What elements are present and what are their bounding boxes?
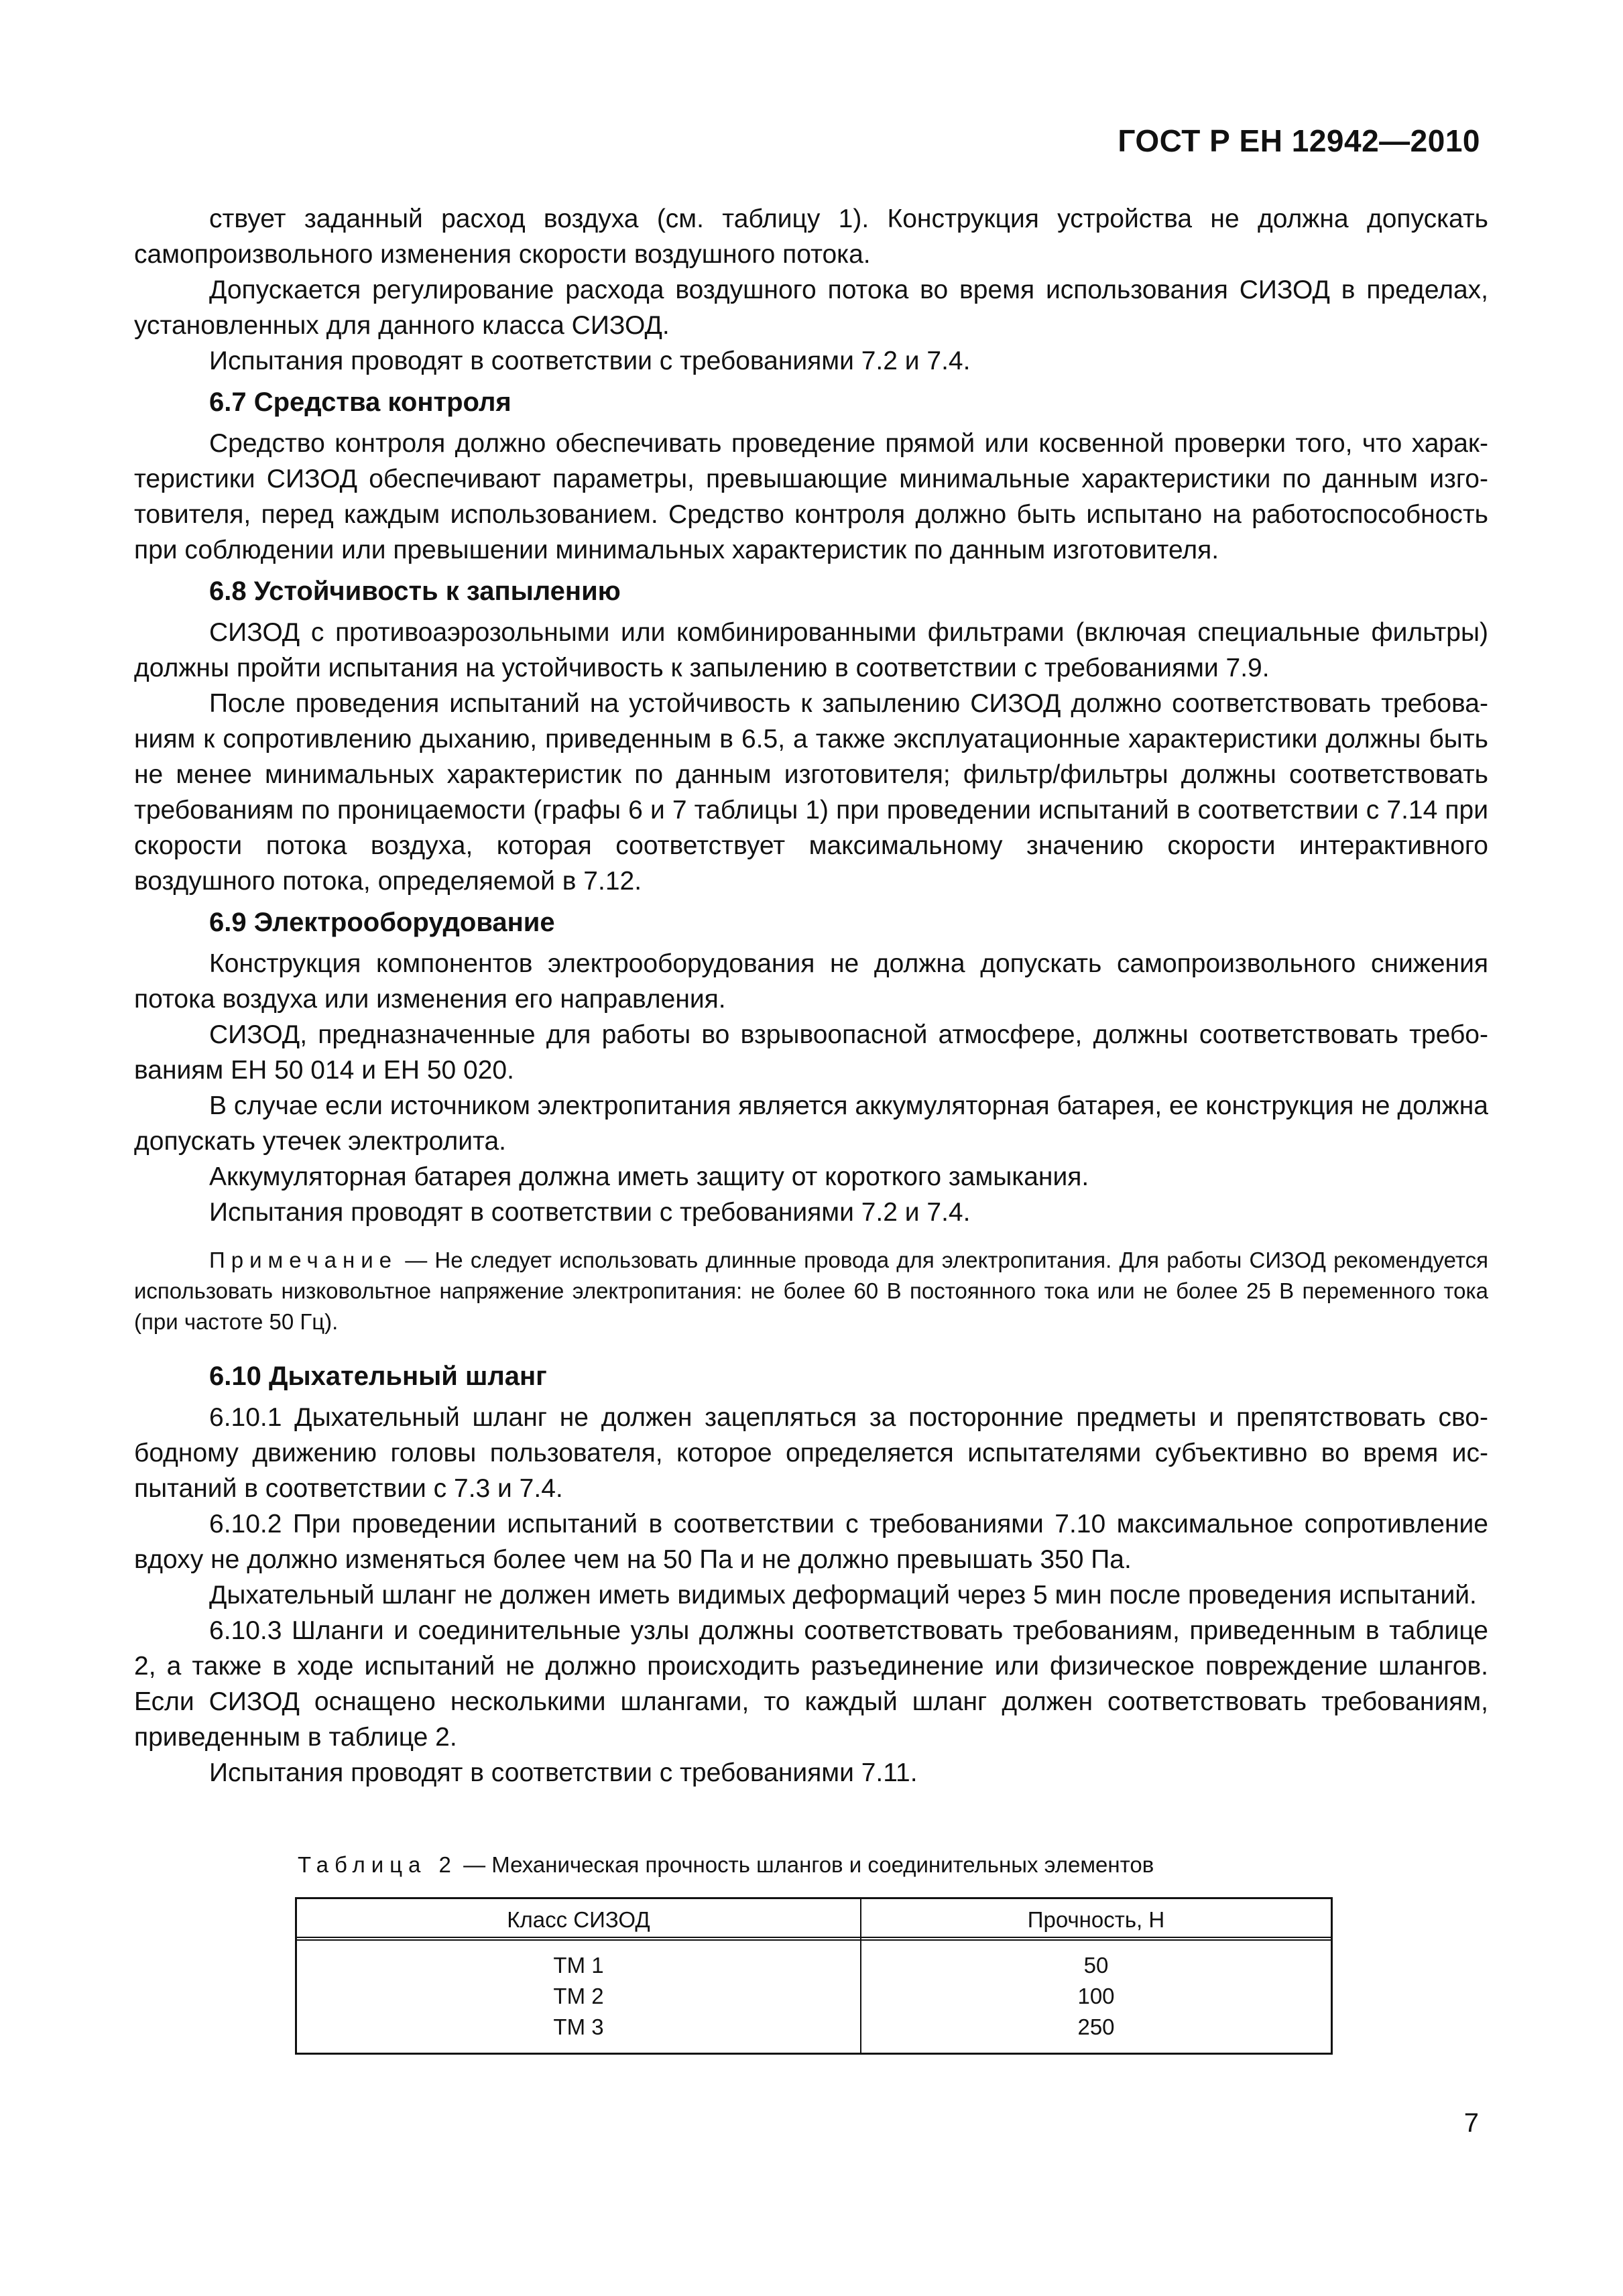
- paragraph: Испытания проводят в соответствии с требованиями 7.11.: [209, 1758, 918, 1787]
- table-row: [297, 2014, 1331, 2045]
- note-text: — Не следует использовать длинные провода для электропитания. Для работы СИЗОД рекомендуется использовать низковольтное напряжение электропитания: не более 60 В постоянного тока или не более 25 В переменного тока (при частоте 50 Гц).: [134, 1248, 1488, 1334]
- table-row: [297, 1953, 1331, 1984]
- strength-table: [295, 1897, 1333, 2055]
- page-number: 7: [1463, 2108, 1479, 2138]
- paragraph: Конструкция компонентов электрооборудования не должна допускать самопроизвольного снижения потока воздуха или изменения его направления.: [134, 949, 1488, 1014]
- paragraph: Допускается регулирование расхода воздушного потока во время использования СИЗОД в пределах, установленных для данного класса СИЗОД.: [134, 276, 1488, 340]
- paragraph: Испытания проводят в соответствии с требованиями 7.2 и 7.4.: [209, 347, 971, 375]
- section-heading-6-8: 6.8 Устойчивость к запылению: [209, 577, 621, 606]
- paragraph: 6.10.1 Дыхательный шланг не должен зацепляться за посторонние предметы и препятствовать свободному движению головы пользователя, которое определяется испытателями субъективно во время испытаний в соответствии с 7.3 и 7.4.: [134, 1403, 1488, 1503]
- paragraph: 6.10.2 При проведении испытаний в соответствии с требованиями 7.10 максимальное сопротивление вдоху не должно изменяться более чем на 50 Па и не должно превышать 350 Па.: [134, 1510, 1488, 1574]
- paragraph: 6.10.3 Шланги и соединительные узлы должны соответствовать требованиям, приведенным в таблице 2, а также в ходе испытаний не должно происходить разъединение или физическое повреждение шлангов. Если СИЗОД оснащено несколькими шлангами, то каждый шланг должен соответствовать требованиям, приведенным в таблице 2.: [134, 1616, 1488, 1752]
- paragraph: В случае если источником электропитания является аккумуляторная батарея, ее конструкция не должна допускать утечек электролита.: [134, 1091, 1488, 1156]
- table-header-strength: Прочность, Н: [1027, 1907, 1165, 1932]
- table-caption-text: — Механическая прочность шлангов и соединительных элементов: [457, 1852, 1154, 1877]
- table-caption-label: Таблица 2: [298, 1852, 457, 1877]
- table-cell-strength: 50: [1083, 1953, 1109, 1978]
- standard-code-header: ГОСТ Р ЕН 12942—2010: [1118, 123, 1480, 158]
- paragraph: После проведения испытаний на устойчивость к запылению СИЗОД должно соответствовать требованиям к сопротивлению дыханию, приведенным в 6.5, а также эксплуатационные характеристики должны быть не менее минимальных характеристик по данным изготовителя; фильтр/фильтры должны соответствовать требованиям по проницаемости (графы 6 и 7 таблицы 1) при проведении испытаний в соответствии с 7.14 при скорости потока воздуха, которая соответствует максимальному значению скорости интерактивного воздушного потока, определяемой в 7.12.: [134, 689, 1488, 896]
- section-heading-6-10: 6.10 Дыхательный шланг: [209, 1362, 547, 1391]
- section-heading-6-7: 6.7 Средства контроля: [209, 387, 512, 417]
- table-cell-strength: 250: [1077, 2014, 1115, 2039]
- body-text: [134, 201, 1488, 1791]
- paragraph: Средство контроля должно обеспечивать проведение прямой или косвенной проверки того, что характеристики СИЗОД обеспечивают параметры, превышающие минимальные характеристики по данным изготовителя, перед каждым использованием. Средство контроля должно быть испытано на работоспособность при соблюдении или превышении минимальных характеристик по данным изготовителя.: [134, 429, 1488, 564]
- paragraph: СИЗОД, предназначенные для работы во взрывоопасной атмосфере, должны соответствовать требованиям ЕН 50 014 и ЕН 50 020.: [134, 1020, 1488, 1085]
- paragraph: Дыхательный шланг не должен иметь видимых деформаций через 5 мин после проведения испытаний.: [209, 1581, 1477, 1610]
- table-row: [297, 1984, 1331, 2014]
- table-header-class: Класс СИЗОД: [507, 1907, 650, 1932]
- paragraph: ствует заданный расход воздуха (см. таблицу 1). Конструкция устройства не должна допускать самопроизвольного изменения скорости воздушного потока.: [134, 204, 1488, 269]
- paragraph: Испытания проводят в соответствии с требованиями 7.2 и 7.4.: [209, 1198, 971, 1227]
- note-label: Примечание: [209, 1248, 398, 1272]
- table-caption: [298, 1850, 1154, 1880]
- section-heading-6-9: 6.9 Электрооборудование: [209, 908, 555, 937]
- note: [134, 1245, 1488, 1337]
- paragraph: СИЗОД с противоаэрозольными или комбинированными фильтрами (включая специальные фильтры) должны пройти испытания на устойчивость к запылению в соответствии с требованиями 7.9.: [134, 618, 1488, 682]
- table-cell-strength: 100: [1077, 1984, 1115, 2008]
- table-cell-class: ТМ 1: [553, 1953, 604, 1978]
- table-cell-class: ТМ 2: [553, 1984, 604, 2008]
- table-cell-class: ТМ 3: [553, 2014, 604, 2039]
- paragraph: Аккумуляторная батарея должна иметь защиту от короткого замыкания.: [209, 1162, 1089, 1191]
